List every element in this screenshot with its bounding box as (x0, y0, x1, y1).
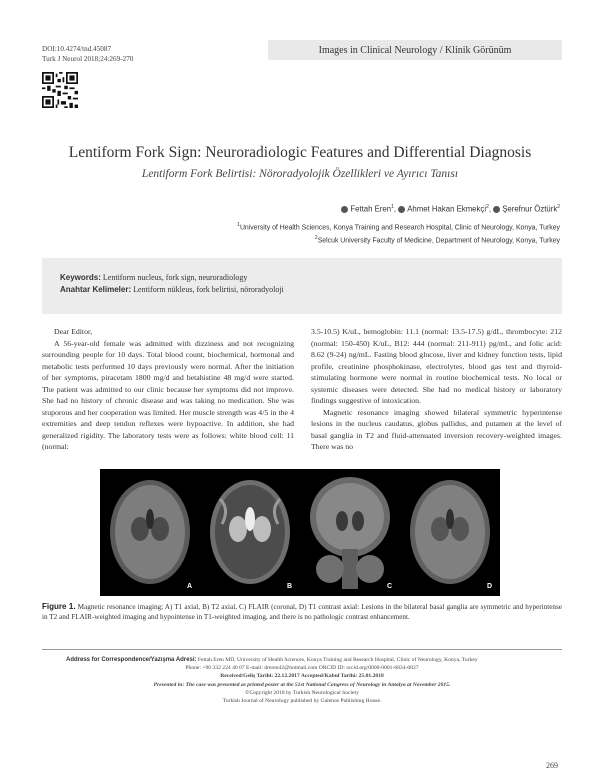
caption-text: Magnetic resonance imaging; A) T1 axial, B) T2 axial, C) FLAIR (coronal, D) T1 contrast axial: Lesions in the bilateral basal ganglia are symmetric and hyperintense in T2 and FLAIR-weighted imaging and hypointense in T1-weighted imaging, and there is no pathologic contrast enhancement. (42, 603, 563, 621)
dates-line: Received/Geliş Tarihi: 22.12.2017 Accepted/Kabul Tarihi: 25.01.2018 (220, 673, 384, 680)
brain-scan-icon (100, 469, 200, 596)
qr-code-icon (42, 72, 78, 108)
orcid-icon[interactable] (493, 206, 500, 213)
copyright-line: ©Copyright 2018 by Turkish Neurological Society (245, 689, 359, 696)
panel-label: C (386, 583, 392, 590)
caption-label: Figure 1. (42, 602, 76, 611)
article-title: Lentiform Fork Sign: Neuroradiologic Features and Differential Diagnosis (68, 144, 532, 161)
affiliation-1: $^1$University of Health Sciences, Konya Training and Research Hospital, Clinic of Neurology, Konya, Turkey (237, 222, 560, 232)
correspondence-block (42, 656, 562, 705)
presented-line: Presented in: The case was presented as printed poster at the 51st National Congress of Neurology in Antalya at November 2015. (153, 681, 451, 688)
mri-panel-a (100, 469, 200, 596)
mri-panel-b (200, 469, 300, 596)
orcid-icon[interactable] (341, 206, 348, 213)
affiliation-2: $^2$Selcuk University Faculty of Medicine, Department of Neurology, Konya, Turkey (314, 235, 560, 245)
figure-1 (100, 469, 500, 596)
right-column (311, 326, 562, 453)
correspondence-label: Address for Correspondence/Yazışma Adresi: (66, 657, 197, 663)
article-subtitle: Lentiform Fork Belirtisi: Nöroradyolojik Özellikleri ve Ayırıcı Tanısı (141, 168, 459, 180)
mri-panel-c (300, 469, 400, 596)
publisher-line: Turkish Journal of Neurology published by Galenos Publishing House. (222, 698, 382, 705)
figure-caption (42, 602, 562, 622)
panel-label: B (286, 583, 292, 590)
keywords-tr: Anahtar Kelimeler: Lentiform nükleus, fork belirtisi, nöroradyoloji (60, 285, 284, 294)
section-tab (268, 40, 562, 60)
section-label: Images in Clinical Neurology / Klinik Görünüm (318, 44, 512, 56)
page-number: 269 (546, 761, 558, 770)
salutation: Dear Editor, (54, 327, 93, 336)
doi-block (42, 45, 133, 64)
author-list: Fettah Eren$^1$, Ahmet Hakan Ekmekçi$^2$, Şerefnur Öztürk$^2$ (341, 204, 560, 214)
brain-scan-icon (200, 469, 300, 596)
paragraph: Magnetic resonance imaging showed bilateral symmetric hyperintense lesions in the nucleus caudatus, globus pallidus, and putamen at the level of basal ganglia in T2 and fluid-attenuated inversion recovery-weighted images. There was no (311, 407, 562, 451)
divider (42, 649, 562, 650)
mri-panel-d (400, 469, 500, 596)
brain-scan-icon (400, 469, 500, 596)
paragraph: A 56-year-old female was admitted with dizziness and not recognizing surrounding people for 10 days. Total blood count, biochemical, hormonal and metabolic tests performed 10 days previously were normal. After the initiation of her symptoms, piracetam 1800 mg/d and betahistine 48 mg/d were started. The patient was admitted to our clinic because her symptoms did not improve. She had no history of chronic disease and was taking no medication. She was stuporous and her cooperation was limited. Her muscle strength was 4/5 in the 4 extremities and deep tendon reflexes were hypoactive. In addition, she had generalized rigidity. The laboratory tests were as follows: white blood cell: 11 (normal: (42, 338, 294, 451)
brain-scan-icon (300, 469, 400, 596)
author-name: Şerefnur Öztürk (502, 204, 558, 214)
left-column (42, 326, 294, 453)
keywords-en: Keywords: Lentiform nucleus, fork sign, neuroradiology (60, 273, 248, 282)
author-name: Fettah Eren (350, 204, 392, 214)
correspondence-text: Fettah Eren MD, University of Health Sciences, Konya Training and Research Hospital, Clinic of Neurology, Konya, Turkey (197, 657, 478, 663)
author-name: Ahmet Hakan Ekmekçi (407, 204, 487, 214)
orcid-icon[interactable] (398, 206, 405, 213)
doi: DOI:10.4274/tnd.45087 (42, 45, 112, 53)
panel-label: D (486, 583, 492, 590)
paragraph: 3.5-10.5) K/uL, hemoglobin: 11.1 (normal: 13.5-17.5) g/dL, thrombocyte: 212 (normal: 150-450) K/uL, B12: 444 (normal: 211-911) pg/mL, and folic acid: 8.62 (9-24) ng/mL. Fasting blood glucose, liver and kidney function tests, lipid profile, creatinine phosphokinase, electrolytes, blood gas test and thyroid-stimulating hormone were normal in routine biochemical tests. No local or systemic diseases were detected. She had no medical history or laboratory findings suggestive of intoxication. (311, 327, 562, 405)
panel-label: A (186, 583, 192, 590)
citation: Turk J Neurol 2018;24:269-270 (42, 54, 134, 63)
contact-line: Phone: +90 332 224 40 07 E-mail: dreren42@hotmail.com ORCID ID: orcid.org/0000-0001-6834-0827 (185, 665, 419, 672)
